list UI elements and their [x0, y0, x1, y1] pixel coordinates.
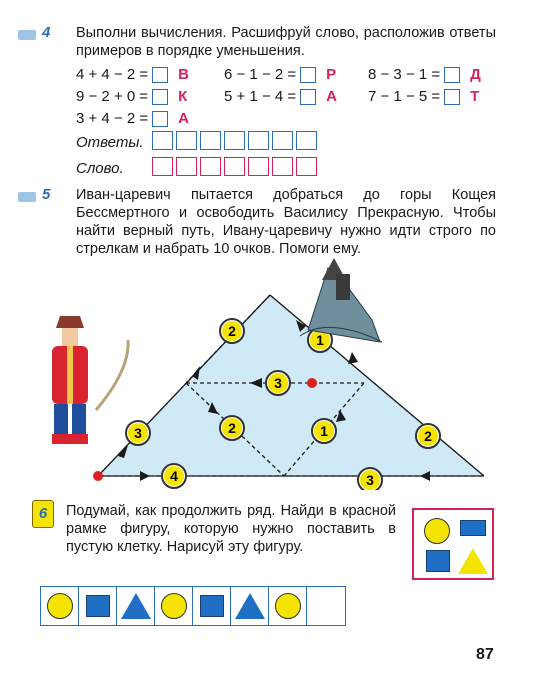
answer-box[interactable]: [300, 89, 316, 105]
answer-cell[interactable]: [248, 131, 269, 150]
option-circle[interactable]: [424, 518, 450, 544]
sequence-cell: [193, 587, 231, 625]
path-diagram: [0, 250, 548, 490]
node: [126, 421, 150, 445]
node: [220, 319, 244, 343]
cipher-letter: К: [178, 88, 188, 105]
sequence-cell: [41, 587, 79, 625]
svg-text:2: 2: [228, 323, 236, 339]
word-cell[interactable]: [200, 157, 221, 176]
option-triangle[interactable]: [458, 548, 488, 574]
cipher-letter: Т: [470, 88, 480, 105]
example-6: [368, 88, 479, 105]
answer-cell[interactable]: [200, 131, 221, 150]
example-3: [368, 66, 481, 83]
svg-text:1: 1: [320, 423, 328, 439]
cipher-letter: А: [178, 110, 189, 127]
finish-point: [307, 378, 317, 388]
svg-text:3: 3: [134, 425, 142, 441]
svg-text:4: 4: [170, 468, 178, 484]
word-cell[interactable]: [248, 157, 269, 176]
example-7: [76, 110, 189, 127]
example-expr: 7 − 1 − 5 =: [368, 88, 441, 105]
example-expr: 3 + 4 − 2 =: [76, 110, 149, 127]
task5-marker: [18, 192, 36, 202]
ivan-tsarevich-illustration: [52, 316, 128, 444]
example-expr: 9 − 2 + 0 =: [76, 88, 149, 105]
task4-number: 4: [42, 24, 51, 41]
node: [266, 371, 290, 395]
cipher-letter: Р: [326, 66, 337, 83]
answer-box[interactable]: [444, 67, 460, 83]
triangle-shape: [121, 593, 151, 619]
task5-number: 5: [42, 186, 51, 203]
word-label: Слово.: [76, 160, 124, 177]
sequence-cell: [269, 587, 307, 625]
triangle-shape: [235, 593, 265, 619]
answer-box[interactable]: [152, 89, 168, 105]
sequence-row: [40, 586, 346, 626]
task4-text: Выполни вычисления. Расшифруй слово, расположив ответы примеров в порядке уменьшения.: [76, 25, 496, 59]
option-square[interactable]: [460, 520, 486, 536]
answer-box[interactable]: [152, 111, 168, 127]
word-cell[interactable]: [296, 157, 317, 176]
sequence-cell: [155, 587, 193, 625]
node: [220, 416, 244, 440]
circle-shape: [275, 593, 301, 619]
cipher-letter: В: [178, 66, 189, 83]
example-expr: 4 + 4 − 2 =: [76, 66, 149, 83]
page-number: 87: [476, 646, 494, 663]
svg-text:1: 1: [316, 332, 324, 348]
circle-shape: [161, 593, 187, 619]
example-expr: 5 + 1 − 4 =: [224, 88, 297, 105]
answer-box[interactable]: [300, 67, 316, 83]
cipher-letter: А: [326, 88, 337, 105]
answers-label: Ответы.: [76, 134, 144, 151]
node: [312, 419, 336, 443]
koschei-castle-illustration: [300, 258, 382, 342]
start-point: [93, 471, 103, 481]
task6-number-badge: [32, 500, 54, 528]
example-expr: 6 − 1 − 2 =: [224, 66, 297, 83]
task4-marker: [18, 30, 36, 40]
sequence-cell: [117, 587, 155, 625]
svg-text:3: 3: [366, 472, 374, 488]
word-cell[interactable]: [176, 157, 197, 176]
answer-cell[interactable]: [272, 131, 293, 150]
answer-cell[interactable]: [152, 131, 173, 150]
empty-sequence-cell[interactable]: [307, 587, 345, 625]
example-4: [76, 88, 187, 105]
task5-text: Иван-царевич пытается добраться до горы Кощея Бессмертного и освободить Василису Прекрасную. Чтобы найти верный путь, Ивану-царевичу нужно идти строго по стрелкам и набрать 10 очков. Помоги ему.: [76, 187, 496, 257]
task6-number: 6: [38, 505, 48, 522]
arrow-icon: [348, 352, 358, 364]
node: [162, 464, 186, 488]
sequence-cell: [79, 587, 117, 625]
square-shape: [200, 595, 224, 617]
word-cells: [152, 157, 317, 176]
word-cell[interactable]: [152, 157, 173, 176]
square-shape: [86, 595, 110, 617]
answer-box[interactable]: [444, 89, 460, 105]
svg-text:2: 2: [228, 420, 236, 436]
svg-text:2: 2: [424, 428, 432, 444]
example-2: [224, 66, 336, 83]
answer-cell[interactable]: [296, 131, 317, 150]
node: [358, 468, 382, 490]
answer-box[interactable]: [152, 67, 168, 83]
word-cell[interactable]: [224, 157, 245, 176]
sequence-cell: [231, 587, 269, 625]
cipher-letter: Д: [470, 66, 481, 83]
node: [416, 424, 440, 448]
example-5: [224, 88, 337, 105]
example-expr: 8 − 3 − 1 =: [368, 66, 441, 83]
answers-cells: [152, 131, 317, 150]
task6-text: Подумай, как продолжить ряд. Найди в красной рамке фигуру, которую нужно поставить в пустую клетку. Нарисуй эту фигуру.: [66, 503, 396, 555]
option-square[interactable]: [426, 550, 450, 572]
word-cell[interactable]: [272, 157, 293, 176]
example-1: [76, 66, 189, 83]
circle-shape: [47, 593, 73, 619]
options-frame: [412, 508, 494, 580]
answer-cell[interactable]: [176, 131, 197, 150]
answer-cell[interactable]: [224, 131, 245, 150]
svg-text:3: 3: [274, 375, 282, 391]
